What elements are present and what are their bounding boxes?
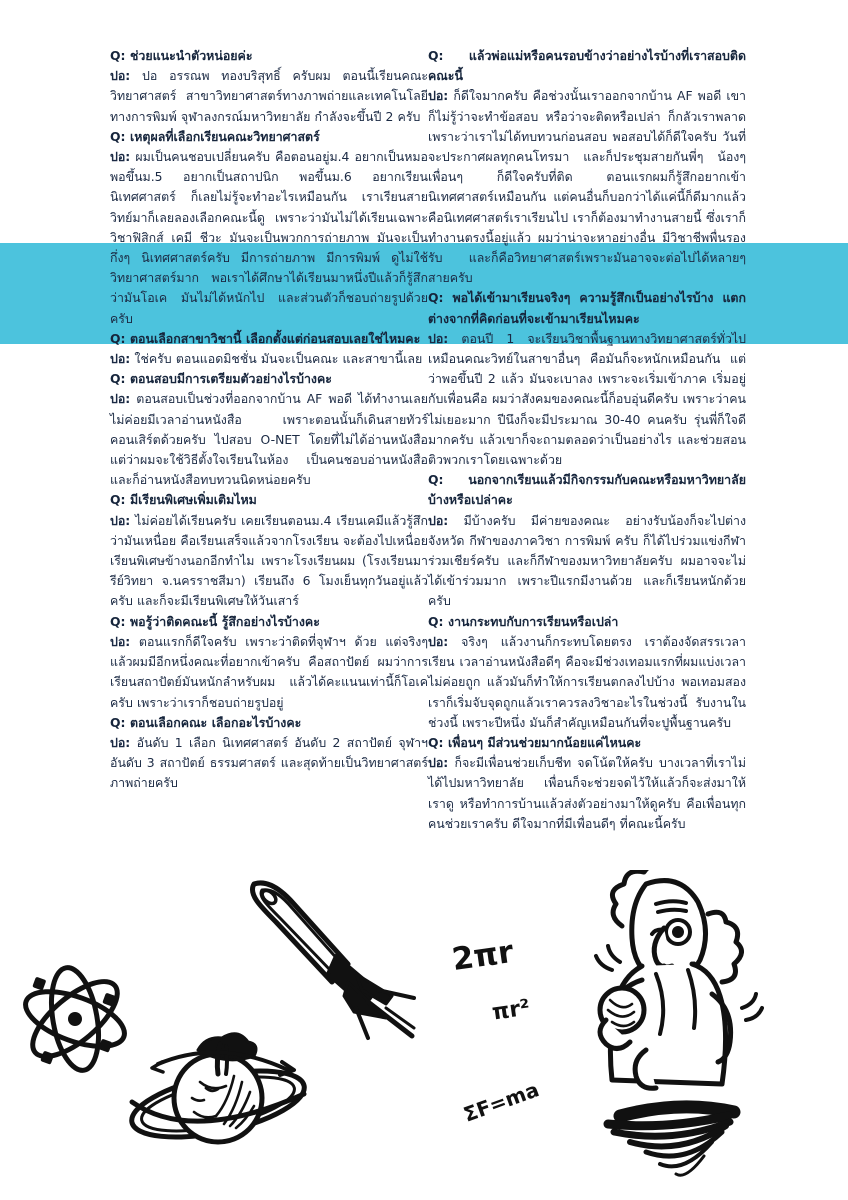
question-text: ช่วยแนะนำตัวหน่อยค่ะ: [130, 48, 253, 63]
speaker-label: ปอ:: [428, 88, 449, 104]
answer: [428, 753, 746, 834]
cartoon-scientist-icon: [560, 870, 790, 1190]
question: [110, 127, 428, 147]
answer: [428, 86, 746, 288]
question: [110, 612, 428, 632]
question-text: พอได้เข้ามาเรียนจริงๆ ความรู้สึกเป็นอย่างไรบ้าง แตกต่างจากที่คิดก่อนที่จะเข้ามาเรียนไหมคะ: [428, 290, 746, 326]
question-marker: Q:: [428, 613, 444, 629]
question: [110, 46, 428, 66]
question: [428, 46, 746, 86]
speaker-label: ปอ:: [110, 391, 131, 407]
answer-text: ปอ อรรณพ ทองบริสุทธิ์ ครับผม ตอนนี้เรียนคณะวิทยาศาสตร์ สาขาวิทยาศาสตร์ทางภาพถ่ายและเทคโนโลยีทางการพิมพ์ จุฬาลงกรณ์มหาวิทยาลัย กำลังจะขึ้นปี 2 ครับ: [110, 68, 428, 124]
question-text: มีเรียนพิเศษเพิ่มเติมไหม: [130, 492, 257, 508]
question-marker: Q:: [110, 48, 126, 63]
answer: [110, 632, 428, 713]
answer: [110, 733, 428, 794]
question: [428, 733, 746, 753]
answer-text: ก็ดีใจมากครับ คือช่วงนั้นเราออกจากบ้าน AF พอดี เขาก็ไม่รู้ว่าจะทำข้อสอบ หรือว่าจะติดหรือเปล่า ก็กลัวเราพลาด เพราะว่าเราไม่ได้ทบทวนก่อนสอบ พอสอบได้ก็ดีใจครับ วันที่จะประกาศผลทุกคนโทรมา และก็ประชุมสายกันพี่ๆ น้องๆ เพื่อนๆ ก็ดีใจครับที่ติด ตอนแรกผมก็รู้สึกอยากเข้านิเทศศาสตร์เหมือนกัน แต่คนอื่นก็บอกว่าได้แค่นี้ก็ดีมากแล้ว คือนิเทศศาสตร์เราเรียนไป เราก็ต้องมาทำงานสายนี้ ซึ่งเราก็ทำงานตรงนี้อยู่แล้ว ผมว่าน่าจะหาอย่างอื่น มีวิชาชีพพื่นรองรับ และก็คือวิทยาศาสตร์เพราะมันอาจจะต่อไปได้หลายๆ สายครับ: [428, 88, 747, 286]
speaker-label: ปอ:: [428, 512, 449, 528]
question-marker: Q:: [428, 472, 444, 488]
speaker-label: ปอ:: [110, 68, 131, 84]
answer-text: มีบ้างครับ มีค่ายของคณะ อย่างรับน้องก็จะไปต่างจังหวัด กีฬาของภาควิชา การพิมพ์ ครับ ก็ได้ไปร่วมแข่งกีฬา ร่วมเชียร์ครับ และก็กีฬาของมหาวิทยาลัยครับ ผมอาจจะไม่ได้เข้าร่วมมาก เพราะปีแรกมีงานด้วย และก็เรียนหนักด้วยครับ: [428, 512, 747, 609]
answer-text: ตอนแรกก็ดีใจครับ เพราะว่าติดที่จุฬาฯ ด้วย แต่จริงๆ แล้วผมมีอีกหนึ่งคณะที่อยากเข้าครับ คือสถาปัตย์ ผมว่าการเรียนสถาปัตย์มันหนักลำหรับผม แล้วได้คะแนนเท่านี้ก็โอเคครับ เพราะว่าเราก็ชอบถ่ายรูปอยู่: [110, 633, 428, 710]
formula-newtons-second-law: ΣF=ma: [460, 1077, 543, 1127]
question-marker: Q:: [110, 371, 126, 387]
question-marker: Q:: [428, 734, 444, 750]
question: [110, 329, 428, 349]
question-marker: Q:: [110, 714, 126, 730]
question: [110, 490, 428, 510]
question-marker: Q:: [428, 48, 444, 63]
answer-text: ผมเป็นคนชอบเปลี่ยนครับ คือตอนอยู่ม.4 อยากเป็นหมอ พอขึ้นม.5 อยากเป็นสถาปนิก พอขึ้นม.6 อยากเรียนนิเทศศาสตร์ ก็เลยไม่รู้จะทำอะไรเหมือนกัน เราเรียนสายวิทย์มาก็เลยลองเลือกคณะนี้ดู เพราะว่ามันไม่ได้เรียนเฉพาะวิชาฟิสิกส์ เคมี ชีวะ มันจะเป็นพวกการถ่ายภาพ มันจะเป็นกึ่งๆ นิเทศศาสตร์ครับ มีการถ่ายภาพ มีการพิมพ์ ดูไม่ใช้วิทยาศาสตร์มาก พอเราได้ศึกษาได้เรียนมาหนึ่งปีแล้วก็รู้สึกว่ามันโอเค มันไม่ได้หนักไป และส่วนตัวก็ชอบถ่ายรูปด้วยครับ: [110, 149, 428, 326]
question-text: งานกระทบกับการเรียนหรือเปล่า: [448, 613, 619, 629]
speaker-label: ปอ:: [428, 633, 449, 649]
question: [428, 288, 746, 328]
speaker-label: ปอ:: [110, 351, 131, 367]
question: [110, 369, 428, 389]
question-text: เพื่อนๆ มีส่วนช่วยมากน้อยแค่ไหนคะ: [448, 734, 642, 750]
question-text: ตอนสอบมีการเตรียมตัวอย่างไรบ้างคะ: [130, 371, 332, 387]
speaker-label: ปอ:: [110, 734, 131, 750]
illustration-layer: [0, 860, 848, 1200]
question-marker: Q:: [110, 330, 126, 346]
right-column: [428, 46, 746, 834]
speaker-label: ปอ:: [428, 755, 449, 771]
answer: [110, 349, 428, 369]
question: [428, 470, 746, 510]
answer-text: จริงๆ แล้วงานก็กระทบโดยตรง เราต้องจัดสรรเวลาเรียน เวลาอ่านหนังสือดีๆ คือจะมีช่วงเทอมแรกที่ผมแบ่งเวลาไม่ค่อยถูก แล้วมันก็ทำให้การเรียนตกลงไปบ้าง พอเทอมสองเราก็เริ่มจับจุดถูกแล้วเราควรลงวิชาอะไรในช่วงนี้ รับงานในช่วงนี้ เพราะปีหนึ่ง มันก็สำคัญเหมือนกันที่จะปูพื้นฐานครับ: [428, 633, 746, 730]
question-text: ตอนเลือกคณะ เลือกอะไรบ้างคะ: [130, 714, 302, 730]
question: [428, 612, 746, 632]
answer: [110, 511, 428, 612]
answer-text: ก็จะมีเพื่อนช่วยเก็บชีท จดโน้ตให้ครับ บางเวลาที่เราไม่ได้ไปมหาวิทยาลัย เพื่อนก็จะช่วยจดไว้ให้แล้วก็จะส่งมาให้เราดู หรือทำการบ้านแล้วส่งตัวอย่างมาให้ดูครับ คือเพื่อนทุกคนช่วยเราครับ ดีใจมากที่มีเพื่อนดีๆ ที่คณะนี้ครับ: [428, 755, 746, 831]
answer: [428, 511, 746, 612]
question: [110, 713, 428, 733]
question-text: พอรู้ว่าติดคณะนี้ รู้สึกอย่างไรบ้างคะ: [130, 613, 320, 629]
question-text: แล้วพ่อแม่หรือคนรอบข้างว่าอย่างไรบ้างที่เราสอบติดคณะนี้: [428, 48, 746, 84]
answer-text: อันดับ 1 เลือก นิเทศศาสตร์ อันดับ 2 สถาปัตย์ จุฬาฯ อันดับ 3 สถาปัตย์ ธรรมศาสตร์ และสุดท้ายเป็นวิทยาศาสตร์ภาพถ่ายครับ: [110, 734, 428, 791]
speaker-label: ปอ:: [428, 330, 449, 346]
question-text: ตอนเลือกสาขาวิชานี้ เลือกตั้งแต่ก่อนสอบเลยใช่ไหมคะ: [130, 330, 421, 346]
answer: [110, 389, 428, 490]
question-text: เหตุผลที่เลือกเรียนคณะวิทยาศาสตร์: [130, 128, 320, 144]
formula-circle-area: πr²: [490, 995, 532, 1026]
left-column: [110, 46, 428, 794]
answer-text: ไม่ค่อยได้เรียนครับ เคยเรียนตอนม.4 เรียนเคมีแล้วรู้สึกว่ามันเหนื่อย คือเรียนเสร็จแล้วจากโรงเรียน จะต้องไปเหนื่อยเรียนพิเศษข้างนอกอีกทำไม เพราะโรงเรียนผม (โรงเรียนมารีย์วิทยา จ.นครราชสีมา) เรียนถึง 6 โมงเย็นทุกวันอยู่แล้วครับ และก็จะมีเรียนพิเศษให้วันเสาร์: [110, 512, 428, 609]
answer-text: ใช่ครับ ตอนแอดมิชชั่น มันจะเป็นคณะ และสาขานี้เลย: [134, 351, 423, 367]
question-text: นอกจากเรียนแล้วมีกิจกรรมกับคณะหรือมหาวิทยาลัยบ้างหรือเปล่าคะ: [428, 472, 746, 508]
answer-text: ตอนปี 1 จะเรียนวิชาพื้นฐานทางวิทยาศาสตร์ทั่วไป เหมือนคณะวิทย์ในสาขาอื่นๆ คือมันก็จะหนักเหมือนกัน แต่ว่าพอขึ้นปี 2 แล้ว มันจะเบาลง เพราะจะเริ่มเข้าภาค เริ่มอยู่กับเพื่อนคือ ผมว่าสังคมของคณะนี้ก็อบอุ่นดีครับ เพราะว่าคนไม่เยอะมาก ปีนึงก็จะมีประมาณ 30-40 คนครับ รุ่นพี่ก็ใจดีมากครับ แล้วเขาก็จะถามตลอดว่าเป็นอย่างไร และช่วยสอนติวพวกเราโดยเฉพาะด้วย: [428, 330, 747, 468]
answer-text: ตอนสอบเป็นช่วงที่ออกจากบ้าน AF พอดี ได้ทำงานเลยไม่ค่อยมีเวลาอ่านหนังสือ เพราะตอนนั้นก็เดินสายทัวร์คอนเสิร์ตด้วยครับ ไปสอบ O-NET โดยที่ไม่ได้อ่านหนังสือ แต่ว่าผมจะใช้วิธีตั้งใจเรียนในห้อง เป็นคนชอบอ่านหนังสือและก็อ่านหนังสือทบทวนนิดหน่อยครับ: [110, 391, 428, 488]
speaker-label: ปอ:: [110, 149, 131, 165]
answer: [110, 147, 428, 329]
question-marker: Q:: [110, 128, 126, 144]
formula-circumference: 2πr: [449, 933, 516, 979]
speaker-label: ปอ:: [110, 633, 131, 649]
answer: [428, 329, 746, 470]
question-marker: Q:: [110, 492, 126, 508]
question-marker: Q:: [428, 290, 444, 306]
saturn-planet-icon: [122, 1020, 322, 1160]
answer: [110, 66, 428, 127]
question-marker: Q:: [110, 613, 126, 629]
atom-icon: [12, 956, 138, 1082]
answer: [428, 632, 746, 733]
speaker-label: ปอ:: [110, 512, 131, 528]
